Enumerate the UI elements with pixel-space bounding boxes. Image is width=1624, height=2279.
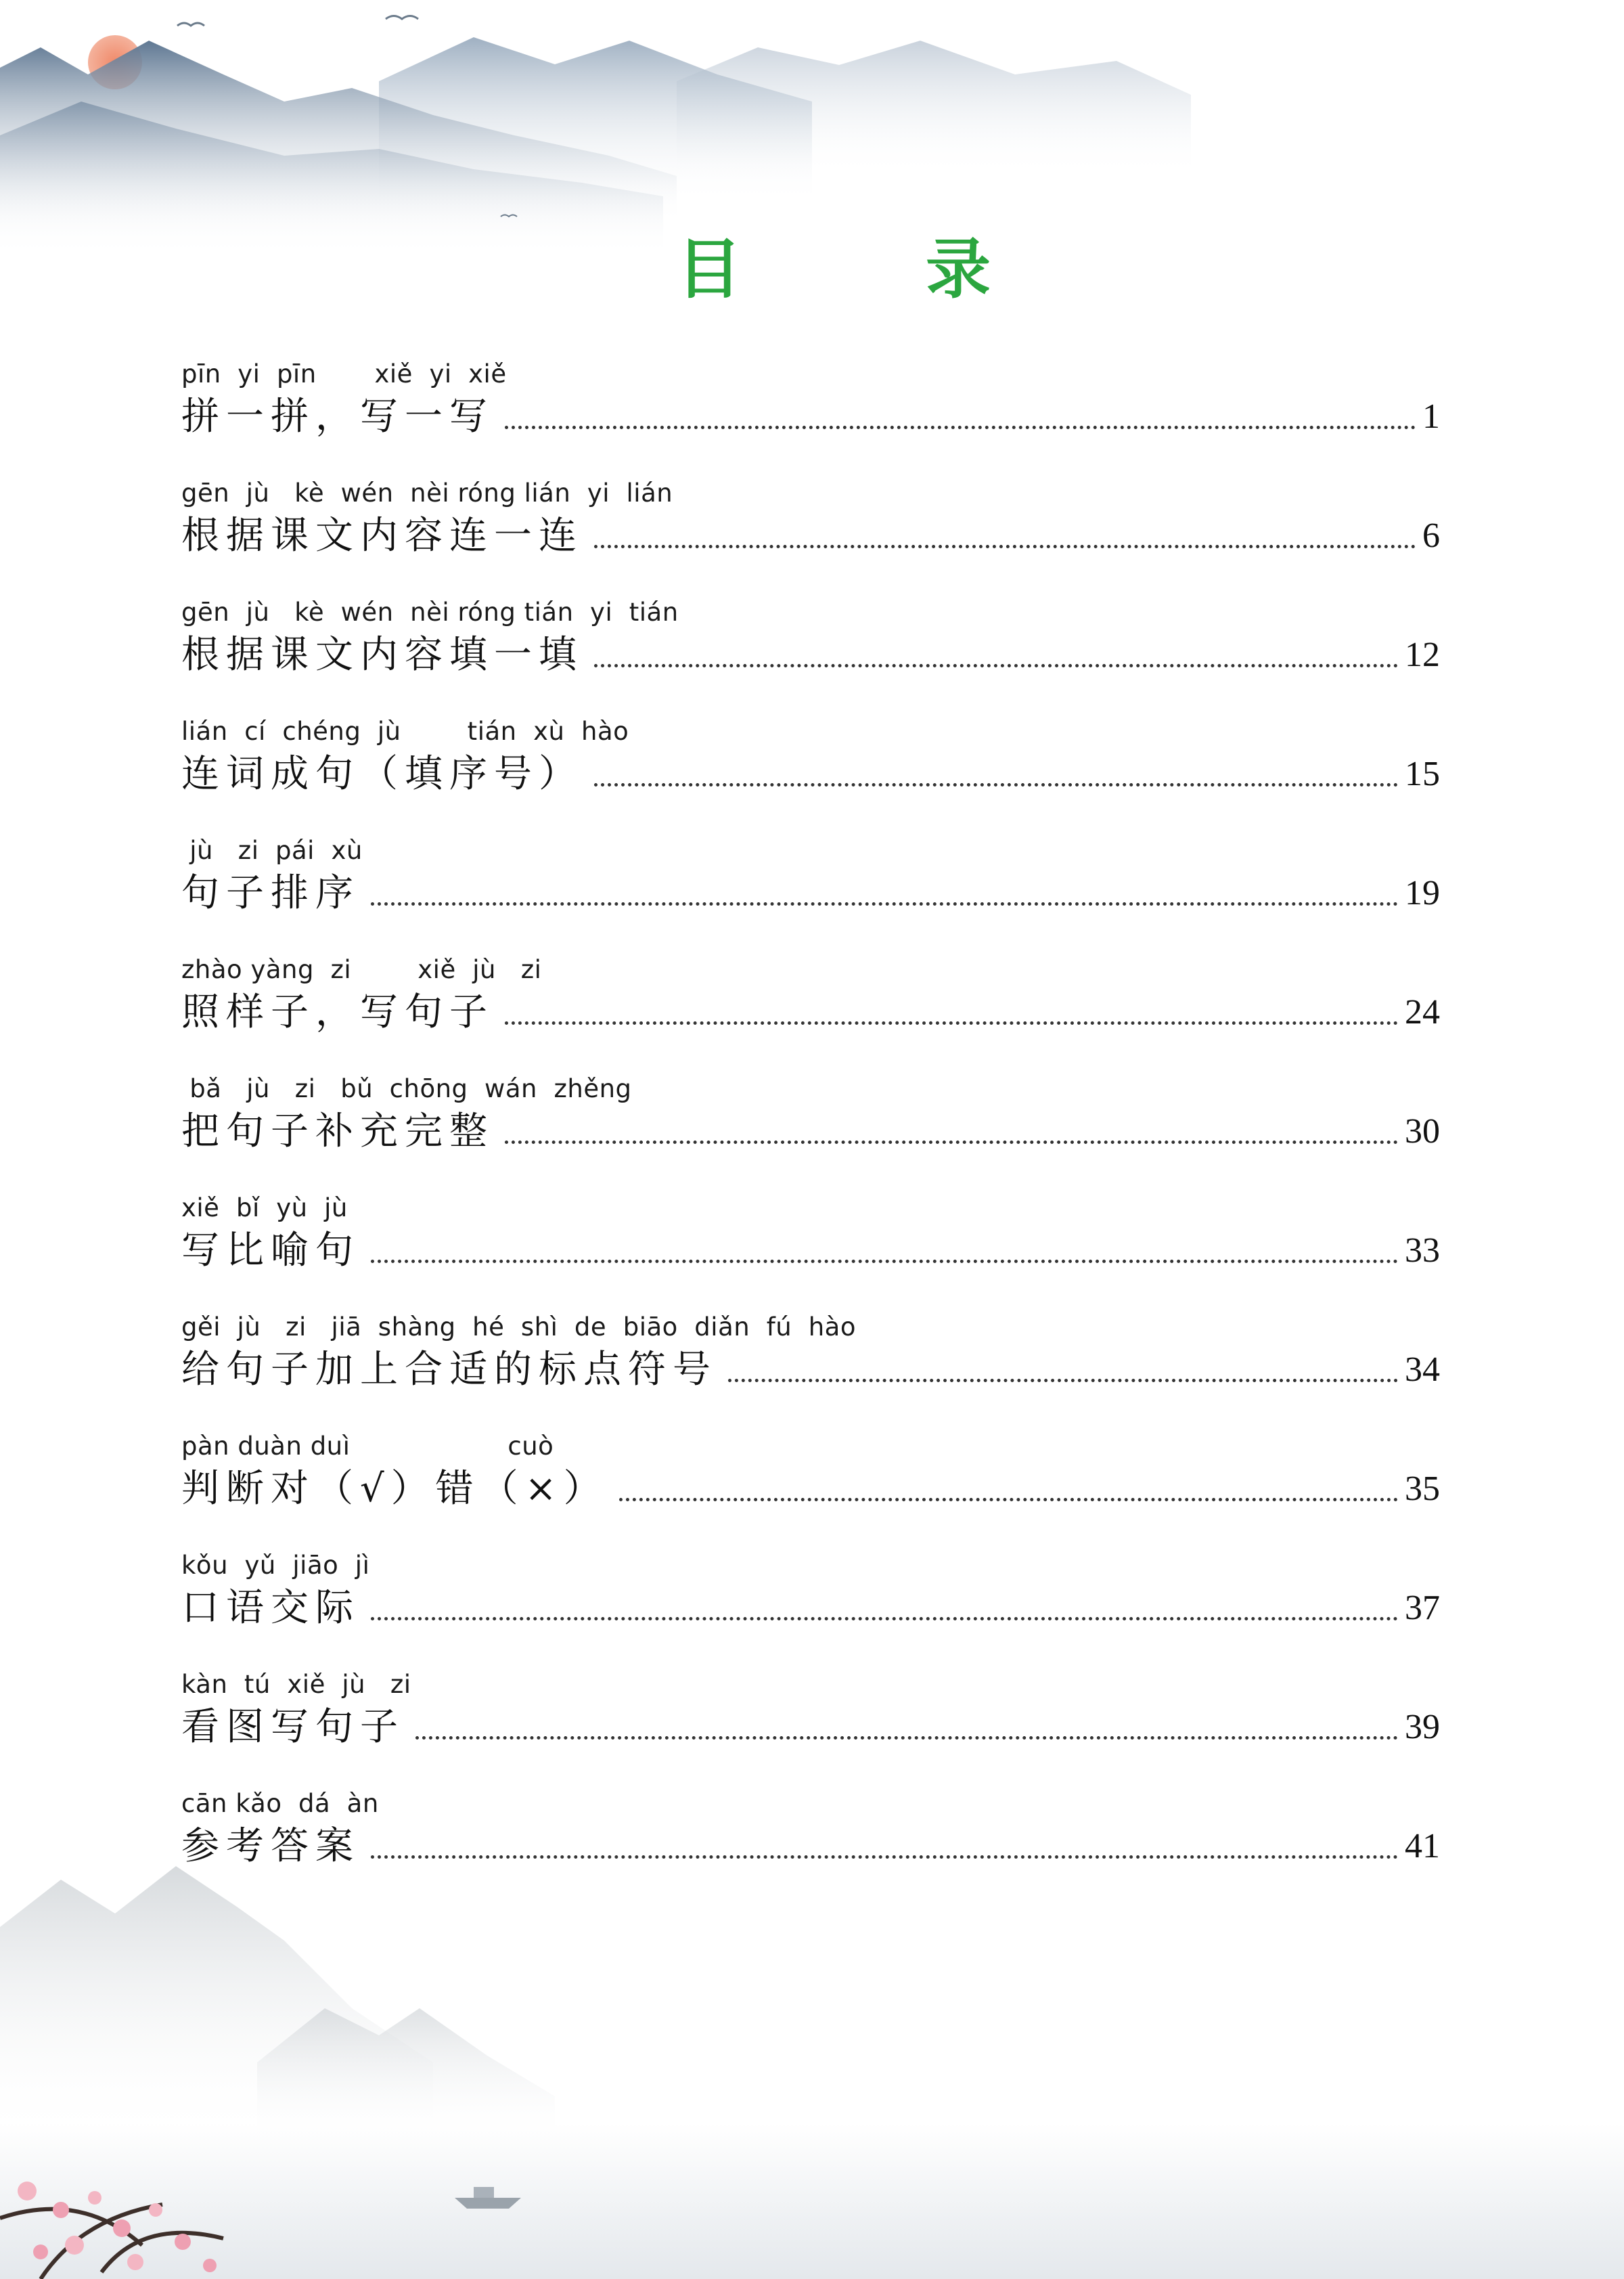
toc-entry[interactable] bbox=[181, 477, 1440, 596]
toc-entry-page: 37 bbox=[1405, 1589, 1440, 1627]
toc-entry[interactable] bbox=[181, 715, 1440, 834]
toc-entry-pinyin: gěi jù zi jiā shàng hé shì de biāo diǎn fú hào bbox=[181, 1312, 856, 1342]
toc-entry-page: 12 bbox=[1405, 636, 1440, 674]
toc-entry-title: 写比喻句 bbox=[181, 1229, 360, 1273]
toc-entry-title: 口语交际 bbox=[181, 1586, 360, 1630]
toc-entry-pinyin: lián cí chéng jù tián xù hào bbox=[181, 717, 629, 746]
toc-entry-title: 根据课文内容填一填 bbox=[181, 633, 583, 677]
title-char-1: 目 bbox=[677, 231, 742, 307]
toc-entry[interactable] bbox=[181, 1191, 1440, 1310]
toc-entry-page: 35 bbox=[1405, 1469, 1440, 1508]
toc-entry-title: 判断对（√）错（×） bbox=[181, 1467, 608, 1511]
title-char-2: 录 bbox=[926, 231, 991, 307]
toc-entry-title: 连词成句（填序号） bbox=[181, 752, 583, 796]
toc-entry-page: 41 bbox=[1405, 1827, 1440, 1865]
dot-leader bbox=[594, 545, 1416, 548]
toc-entry[interactable] bbox=[181, 1310, 1440, 1430]
page-title bbox=[0, 229, 1624, 310]
table-of-contents bbox=[181, 357, 1440, 1906]
toc-entry-title: 参考答案 bbox=[181, 1824, 360, 1868]
toc-entry-page: 34 bbox=[1405, 1350, 1440, 1389]
toc-entry-pinyin: gēn jù kè wén nèi róng lián yi lián bbox=[181, 479, 673, 508]
toc-entry-pinyin: zhào yàng zi xiě jù zi bbox=[181, 955, 542, 984]
toc-entry[interactable] bbox=[181, 834, 1440, 953]
toc-entry-page: 39 bbox=[1405, 1708, 1440, 1746]
toc-entry-pinyin: jù zi pái xù bbox=[181, 836, 363, 865]
dot-leader bbox=[594, 664, 1398, 667]
toc-entry[interactable] bbox=[181, 1430, 1440, 1549]
toc-entry[interactable] bbox=[181, 357, 1440, 477]
toc-entry-title: 拼一拼，写一写 bbox=[181, 395, 494, 439]
dot-leader bbox=[728, 1379, 1398, 1382]
dot-leader bbox=[371, 1260, 1398, 1263]
toc-entry[interactable] bbox=[181, 1787, 1440, 1906]
dot-leader bbox=[505, 426, 1416, 429]
toc-entry-page: 6 bbox=[1422, 516, 1440, 555]
toc-entry[interactable] bbox=[181, 1668, 1440, 1787]
dot-leader bbox=[371, 1855, 1398, 1859]
toc-entry-pinyin: cān kǎo dá àn bbox=[181, 1789, 379, 1818]
toc-entry-title: 根据课文内容连一连 bbox=[181, 514, 583, 558]
toc-entry[interactable] bbox=[181, 1549, 1440, 1668]
dot-leader bbox=[371, 902, 1398, 906]
toc-entry-title: 给句子加上合适的标点符号 bbox=[181, 1348, 717, 1392]
toc-entry-pinyin: xiě bǐ yù jù bbox=[181, 1193, 348, 1222]
dot-leader bbox=[594, 783, 1398, 787]
toc-entry-pinyin: gēn jù kè wén nèi róng tián yi tián bbox=[181, 598, 679, 627]
toc-entry-title: 把句子补充完整 bbox=[181, 1109, 494, 1153]
dot-leader bbox=[415, 1736, 1398, 1740]
dot-leader bbox=[505, 1021, 1398, 1025]
toc-entry-page: 19 bbox=[1405, 874, 1440, 912]
toc-entry-title: 照样子，写句子 bbox=[181, 990, 494, 1034]
toc-entry-pinyin: kǒu yǔ jiāo jì bbox=[181, 1551, 370, 1580]
dot-leader bbox=[505, 1141, 1398, 1144]
dot-leader bbox=[371, 1617, 1398, 1620]
dot-leader bbox=[619, 1498, 1398, 1501]
toc-entry[interactable] bbox=[181, 1072, 1440, 1191]
toc-entry-page: 30 bbox=[1405, 1112, 1440, 1151]
toc-entry-title: 句子排序 bbox=[181, 871, 360, 915]
toc-entry-page: 33 bbox=[1405, 1231, 1440, 1270]
toc-entry-page: 24 bbox=[1405, 993, 1440, 1032]
toc-entry[interactable] bbox=[181, 596, 1440, 715]
toc-entry[interactable] bbox=[181, 953, 1440, 1072]
toc-entry-pinyin: bǎ jù zi bǔ chōng wán zhěng bbox=[181, 1074, 632, 1103]
toc-entry-pinyin: pīn yi pīn xiě yi xiě bbox=[181, 359, 507, 389]
toc-entry-page: 15 bbox=[1405, 755, 1440, 793]
toc-entry-title: 看图写句子 bbox=[181, 1705, 405, 1749]
toc-entry-page: 1 bbox=[1422, 397, 1440, 436]
toc-entry-pinyin: pàn duàn duì cuò bbox=[181, 1432, 554, 1461]
toc-entry-pinyin: kàn tú xiě jù zi bbox=[181, 1670, 411, 1699]
